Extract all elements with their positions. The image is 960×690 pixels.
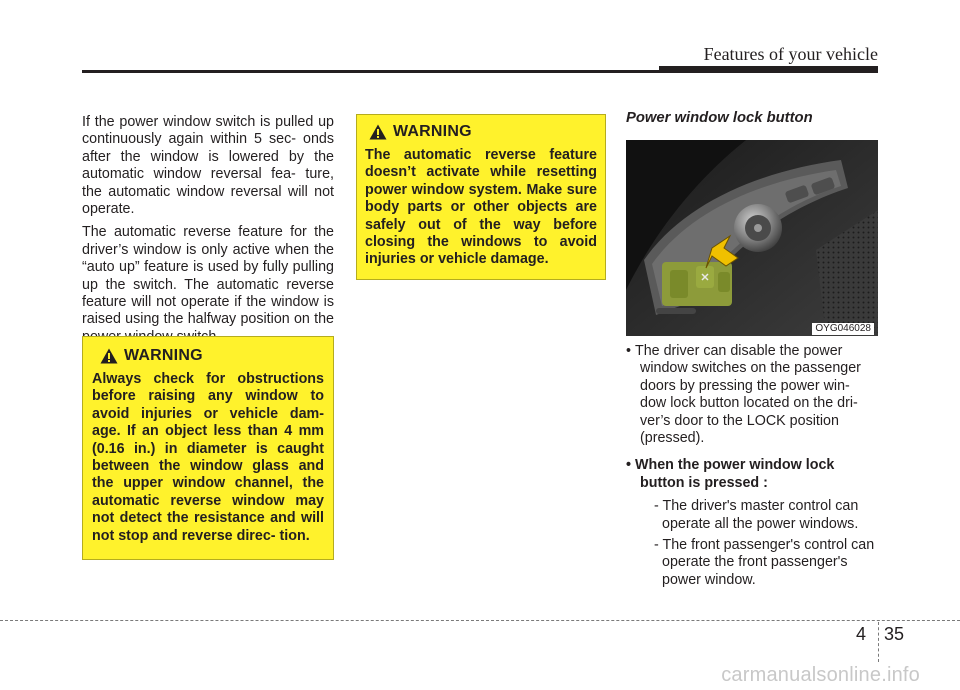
warning-header [100, 347, 324, 365]
door-panel-illustration [626, 140, 878, 336]
sub-list-item: - The driver's master control can operate all the power windows. [654, 498, 859, 532]
warning-box [82, 336, 334, 560]
watermark: carmanualsonline.info [721, 664, 920, 686]
warning-triangle-icon [369, 124, 387, 140]
sub-list-item: - The front passenger's control can operate the front passenger's power window. [654, 537, 875, 588]
warning-header [369, 123, 597, 141]
bullet-dot: • [626, 457, 635, 474]
door-switch-photo [626, 140, 878, 336]
list-item [626, 457, 878, 492]
warning-title: WARNING [124, 347, 203, 364]
footer-rule [0, 620, 960, 621]
header-rule [82, 70, 659, 73]
warning-title: WARNING [393, 123, 472, 140]
list-item [626, 343, 878, 447]
left-column [82, 114, 334, 352]
bullet-text: When the power window lock button is pressed : [634, 457, 835, 491]
chapter-number: 4 [856, 624, 867, 644]
header-rule-thick [659, 66, 878, 73]
warning-text: Always check for obstructions before raising any window to avoid injuries or vehicle dam- age. If an object less than 4 mm (0.16 in.) in diameter is caught between the window glass and the upper window channel, the automatic reverse window may not detect the resistance and will not stop and reverse direc- tion. [92, 371, 324, 544]
paragraph: If the power window switch is pulled up continuously again within 5 sec- onds after the window is lowered by the automatic window reversal fea- ture, the automatic window reversal will not operate. [82, 114, 334, 218]
figure-caption: OYG046028 [812, 323, 874, 335]
warning-box [356, 114, 606, 280]
bullet-text: The driver can disable the power window switches on the passenger doors by pressing the power win- dow lock button located on the dri- ver’s door to the LOCK position (pressed). [634, 343, 861, 447]
bullet-list [626, 343, 878, 593]
page-number: 35 [884, 624, 905, 644]
warning-text: The automatic reverse feature doesn’t activate while resetting power window system. Make sure body parts or other objects are safely out of the way before closing the windows to avoid injuries or vehicle damage. [365, 147, 597, 268]
paragraph: The automatic reverse feature for the driver’s window is only active when the “auto up” feature is used by fully pulling up the switch. The automatic reverse feature will not operate if the window is raised using the halfway position on the [82, 224, 334, 328]
bullet-dot: • [626, 343, 635, 359]
page-number-divider [878, 622, 879, 662]
section-title: Power window lock button [626, 110, 813, 126]
warning-triangle-icon [100, 348, 118, 364]
page-header-title: Features of your vehicle [703, 44, 878, 64]
